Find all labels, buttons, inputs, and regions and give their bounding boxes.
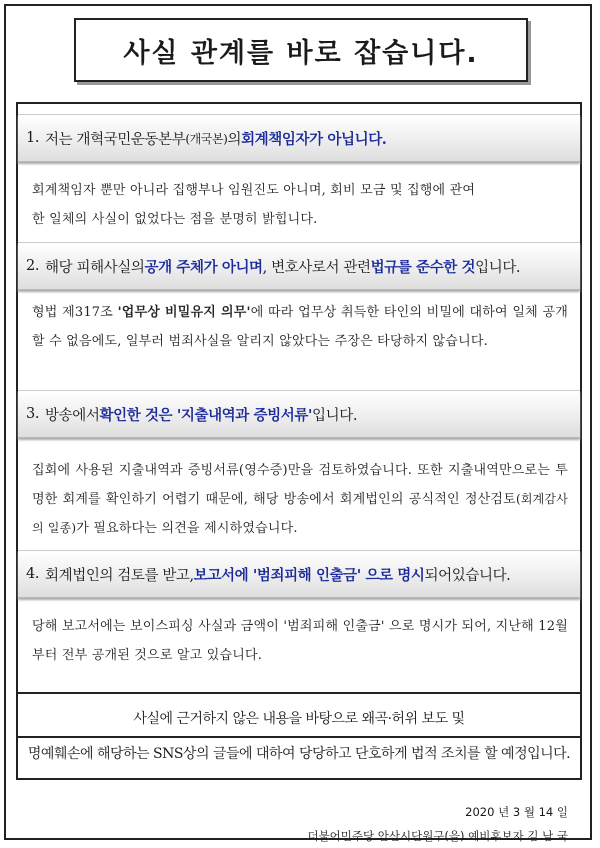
statement-date: 2020 년 3 월 14 일 <box>465 805 568 819</box>
heading-text: 입니다. <box>475 259 521 276</box>
body-text: 형법 제317조 <box>32 305 118 320</box>
content-box <box>16 102 582 738</box>
heading-emphasis: 확인한 것은 '지출내역과 증빙서류' <box>99 406 313 424</box>
statement-page <box>4 4 592 843</box>
section-1-body <box>32 176 568 234</box>
heading-emphasis: 공개 주체가 아니며 <box>144 258 263 276</box>
body-line: 회계책임자 뿐만 아니라 집행부나 임원진도 아니며, 회비 모금 및 집행에 관여 <box>32 183 476 198</box>
heading-text: 되어있습니다. <box>424 567 511 584</box>
section-4-heading <box>18 550 580 598</box>
heading-abbrev: (개국본) <box>185 131 228 146</box>
body-text: 에 따라 업무상 취득한 타인의 비밀에 대하여 일체 공개할 수 없음에도, 일부러 범죄사실을 알리지 않았다는 주장은 타당하지 않습니다. <box>32 305 568 349</box>
heading-text: 회계법인의 검토를 받고, <box>45 567 194 584</box>
closing-statement <box>16 692 582 780</box>
section-number: 2. <box>26 258 40 274</box>
heading-emphasis: 보고서에 '범죄피해 인출금' 으로 명시 <box>193 566 425 584</box>
heading-emphasis: 법규를 준수한 것 <box>370 258 476 276</box>
body-note: (회계감사의 일종) <box>32 492 568 535</box>
heading-text: 방송에서 <box>45 407 100 424</box>
body-text: 집회에 사용된 지출내역과 증빙서류(영수증)만을 검토하였습니다. 또한 지출내역만으로는 투명한 회계를 확인하기 어렵기 때문에, 해당 방송에서 회계법인의 공식적인 정산검토 <box>32 463 568 507</box>
heading-text: , 변호사로서 관련 <box>262 259 371 276</box>
body-emphasis: '업무상 비밀유지 의무' <box>117 305 251 320</box>
section-1-heading <box>18 114 580 162</box>
heading-text: 의 <box>227 131 242 148</box>
section-number: 3. <box>26 406 40 422</box>
section-3-body <box>32 456 568 543</box>
heading-text: 저는 개혁국민운동본부 <box>45 131 186 148</box>
page-title: 사실 관계를 바로 잡습니다. <box>74 18 528 82</box>
section-2-body <box>32 298 568 356</box>
heading-text: 입니다. <box>312 407 358 424</box>
closing-line-1: 사실에 근거하지 않은 내용을 바탕으로 왜곡·허위 보도 및 <box>133 711 465 727</box>
section-3-heading <box>18 390 580 438</box>
signer-name: 더불어민주당 안산시단원구(을) 예비후보자 김 남 국 <box>307 829 568 843</box>
section-4-body: 당해 보고서에는 보이스피싱 사실과 금액이 '범죄피해 인출금' 으로 명시가 되어, 지난해 12월부터 전부 공개된 것으로 알고 있습니다. <box>32 619 568 663</box>
section-2-heading <box>18 242 580 290</box>
heading-emphasis: 회계책임자가 아닙니다. <box>241 130 387 148</box>
section-number: 4. <box>26 566 40 582</box>
heading-text: 해당 피해사실의 <box>45 259 145 276</box>
body-text: 가 필요하다는 의견을 제시하였습니다. <box>76 521 298 536</box>
section-number: 1. <box>26 130 40 146</box>
body-line: 한 일체의 사실이 없었다는 점을 분명히 밝힙니다. <box>32 212 318 227</box>
closing-line-2: 명예훼손에 해당하는 SNS상의 글들에 대하여 당당하고 단호하게 법적 조치를 할 예정입니다. <box>27 746 571 762</box>
